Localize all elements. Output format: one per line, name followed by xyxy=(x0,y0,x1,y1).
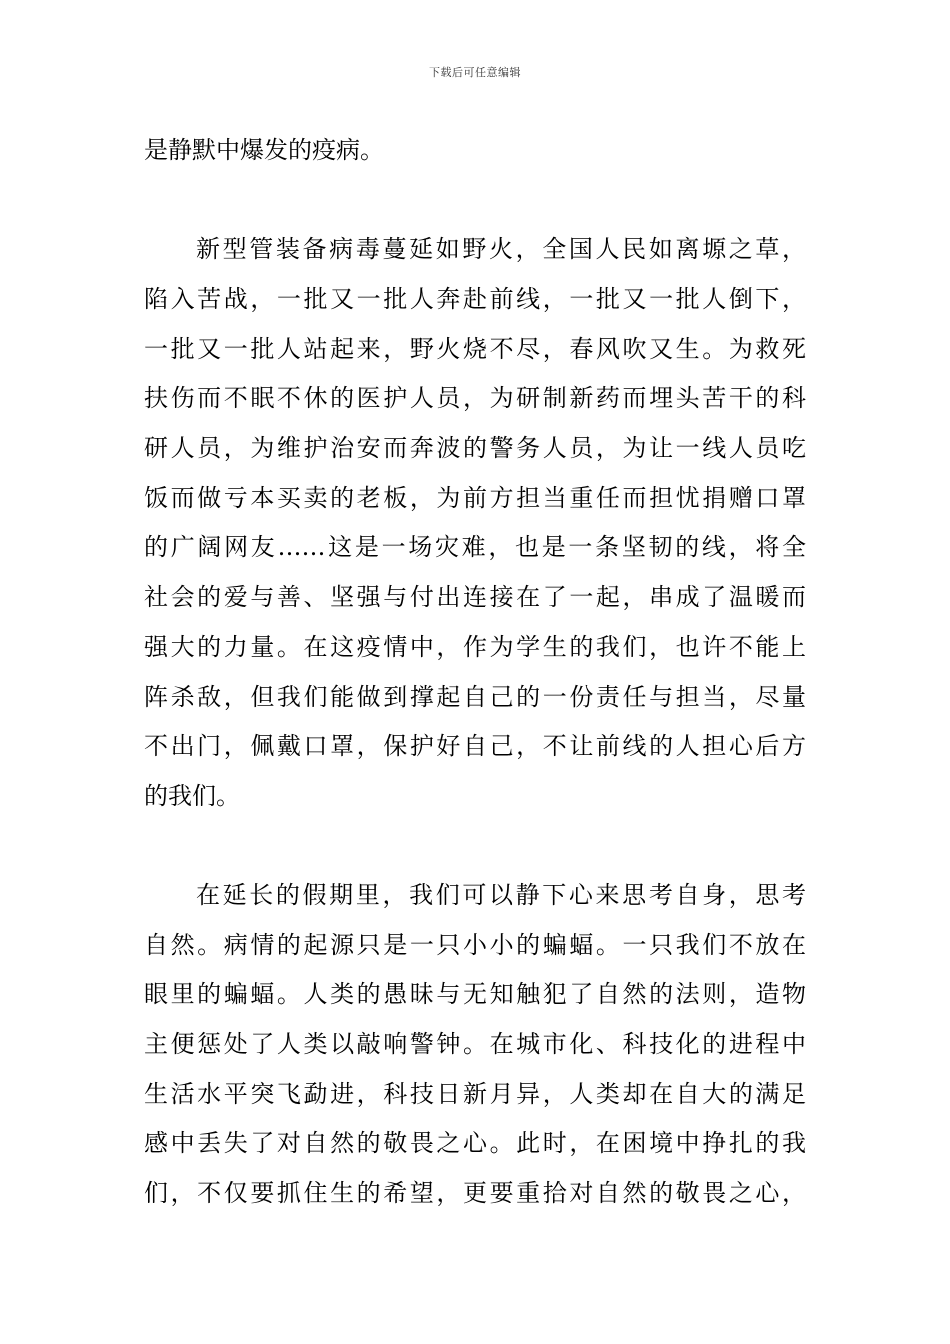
paragraph-3-line-6: 感中丢失了对自然的敬畏之心。此时，在困境中挣扎的我 xyxy=(144,1129,806,1157)
paragraph-3-line-3: 眼里的蝙蝠。人类的愚昧与无知触犯了自然的法则，造物 xyxy=(144,980,806,1008)
paragraph-2-line-1: 新型管装备病毒蔓延如野火，全国人民如离塬之草， xyxy=(196,235,806,263)
paragraph-3-line-2: 自然。病情的起源只是一只小小的蝙蝠。一只我们不放在 xyxy=(144,931,806,959)
paragraph-2-line-6: 饭而做亏本买卖的老板，为前方担当重任而担忧捐赠口罩 xyxy=(144,484,806,512)
paragraph-2-line-10: 阵杀敌，但我们能做到撑起自己的一份责任与担当，尽量 xyxy=(144,683,806,711)
page-header: 下载后可任意编辑 xyxy=(429,66,521,79)
paragraph-2-line-5: 研人员，为维护治安而奔波的警务人员，为让一线人员吃 xyxy=(144,434,806,462)
paragraph-2-line-12: 的我们。 xyxy=(144,782,240,810)
paragraph-1-line-1: 是静默中爆发的疫病。 xyxy=(144,136,384,164)
paragraph-3-line-4: 主便惩处了人类以敲响警钟。在城市化、科技化的进程中 xyxy=(144,1030,806,1058)
paragraph-3-line-1: 在延长的假期里，我们可以静下心来思考自身，思考 xyxy=(196,881,806,909)
paragraph-2-line-4: 扶伤而不眠不休的医护人员，为研制新药而埋头苦干的科 xyxy=(144,384,806,412)
paragraph-3-line-7: 们，不仅要抓住生的希望，更要重拾对自然的敬畏之心， xyxy=(144,1179,806,1207)
paragraph-2-line-3: 一批又一批人站起来，野火烧不尽，春风吹又生。为救死 xyxy=(144,335,806,363)
paragraph-2-line-11: 不出门，佩戴口罩，保护好自己，不让前线的人担心后方 xyxy=(144,732,806,760)
paragraph-2-line-2: 陷入苦战，一批又一批人奔赴前线，一批又一批人倒下， xyxy=(144,285,806,313)
paragraph-2-line-7: 的广阔网友……这是一场灾难，也是一条坚韧的线，将全 xyxy=(144,533,806,561)
paragraph-3-line-5: 生活水平突飞勐进，科技日新月异，人类却在自大的满足 xyxy=(144,1080,806,1108)
paragraph-2-line-9: 强大的力量。在这疫情中，作为学生的我们，也许不能上 xyxy=(144,633,806,661)
paragraph-2-line-8: 社会的爱与善、坚强与付出连接在了一起，串成了温暖而 xyxy=(144,583,806,611)
